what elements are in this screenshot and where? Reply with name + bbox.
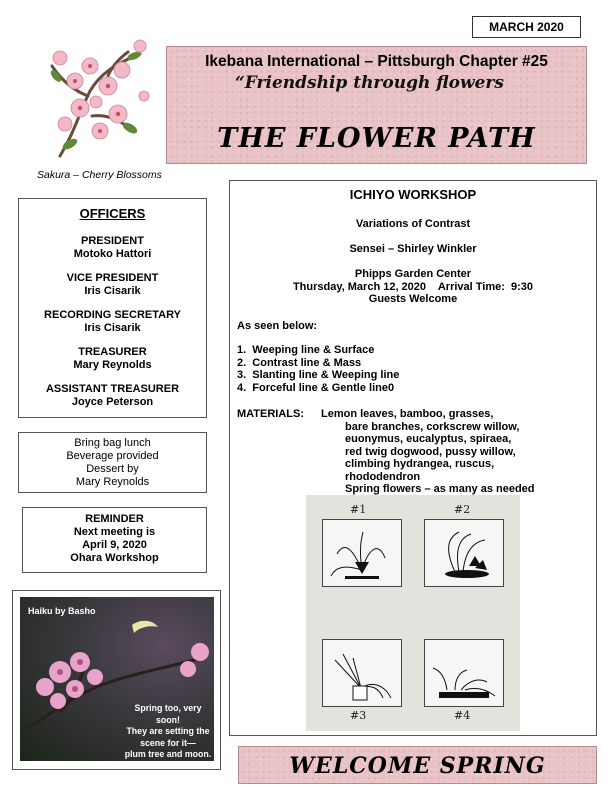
arrangement-item: 3. Slanting line & Weeping line: [237, 369, 400, 381]
figure-2: [424, 519, 504, 587]
workshop-guests: Guests Welcome: [368, 293, 458, 305]
cherry-blossom-logo: [30, 36, 160, 166]
haiku-poem: [120, 703, 214, 761]
reminder-date: April 9, 2020: [82, 539, 147, 551]
officer-role: RECORDING SECRETARY: [44, 309, 181, 321]
haiku-line: plum tree and moon.: [124, 749, 212, 759]
officer-role: PRESIDENT: [81, 235, 144, 247]
reminder-line: Next meeting is: [73, 526, 156, 538]
header-banner: [166, 46, 587, 164]
reminder-line: Ohara Workshop: [70, 552, 159, 564]
haiku-frame: [12, 590, 221, 770]
officer-name: Iris Cisarik: [84, 322, 141, 334]
materials-line: climbing hydrangea, ruscus,: [345, 458, 495, 470]
materials-line: Lemon leaves, bamboo, grasses,: [321, 408, 494, 420]
figure-label-2: #2: [454, 503, 471, 516]
materials-label: MATERIALS:: [237, 408, 305, 420]
officer-entry: [19, 272, 206, 298]
haiku-title: Haiku by Basho: [28, 606, 96, 616]
officer-name: Mary Reynolds: [73, 359, 152, 371]
workshop-panel: [229, 180, 597, 736]
officer-entry: [19, 346, 206, 372]
arrangement-item: 1. Weeping line & Surface: [237, 344, 375, 356]
officer-role: VICE PRESIDENT: [66, 272, 159, 284]
officer-name: Iris Cisarik: [84, 285, 141, 297]
officers-heading: OFFICERS: [79, 206, 146, 221]
haiku-photo: [20, 597, 214, 761]
arrangement-item: 2. Contrast line & Mass: [237, 356, 362, 369]
welcome-spring-banner: WELCOME SPRING: [238, 746, 597, 784]
officer-entry: [19, 235, 206, 261]
materials-line: euonymus, eucalyptus, spiraea,: [345, 433, 512, 445]
figure-label-4: #4: [454, 709, 471, 722]
figure-3: [322, 639, 402, 707]
officer-role: ASSISTANT TREASURER: [45, 383, 180, 395]
haiku-line: Spring too, very: [134, 703, 202, 713]
lunch-line: Dessert by: [86, 463, 139, 475]
workshop-heading: ICHIYO WORKSHOP: [349, 187, 477, 202]
officer-role: TREASURER: [78, 346, 147, 358]
newsletter-name: THE FLOWER PATH: [217, 123, 536, 154]
as-seen-label: As seen below:: [237, 320, 318, 332]
officer-entry: [19, 309, 206, 335]
logo-caption: Sakura – Cherry Blossoms: [37, 169, 162, 181]
chapter-title: Ikebana International – Pittsburgh Chapter #25: [205, 53, 548, 70]
materials-line: bare branches, corkscrew willow,: [345, 420, 520, 433]
figure-1: [322, 519, 402, 587]
arrangement-diagram: [306, 495, 520, 731]
figure-label-3: #3: [350, 709, 367, 722]
workshop-venue: Phipps Garden Center: [354, 268, 472, 280]
officer-entry: [19, 383, 206, 409]
lunch-box: [18, 432, 207, 493]
lunch-line: Bring bag lunch: [74, 437, 151, 449]
lunch-line: Mary Reynolds: [75, 476, 150, 488]
materials-line: Spring flowers – as many as needed: [345, 483, 535, 495]
workshop-datetime: Thursday, March 12, 2020 Arrival Time: 9:30: [292, 281, 534, 293]
materials-line: red twig dogwood, pussy willow,: [345, 445, 516, 458]
figure-label-1: #1: [350, 503, 367, 516]
reminder-box: [22, 507, 207, 573]
motto: “Friendship through flowers: [235, 73, 504, 93]
figure-4: [424, 639, 504, 707]
arrangement-item: 4. Forceful line & Gentle line0: [237, 381, 395, 394]
workshop-subtitle: Variations of Contrast: [355, 218, 471, 230]
officers-box: [18, 198, 207, 418]
materials-line: rhododendron: [345, 470, 421, 483]
date-badge: MARCH 2020: [472, 16, 581, 38]
officer-name: Motoko Hattori: [73, 248, 152, 260]
haiku-line: scene for it—: [140, 737, 196, 748]
haiku-line: soon!: [156, 714, 180, 725]
arrangement-list: [237, 344, 399, 394]
reminder-title: REMINDER: [85, 513, 144, 525]
workshop-sensei: Sensei – Shirley Winkler: [349, 243, 477, 255]
lunch-line: Beverage provided: [66, 450, 159, 462]
officer-name: Joyce Peterson: [71, 396, 154, 408]
haiku-line: They are setting the: [126, 726, 210, 736]
